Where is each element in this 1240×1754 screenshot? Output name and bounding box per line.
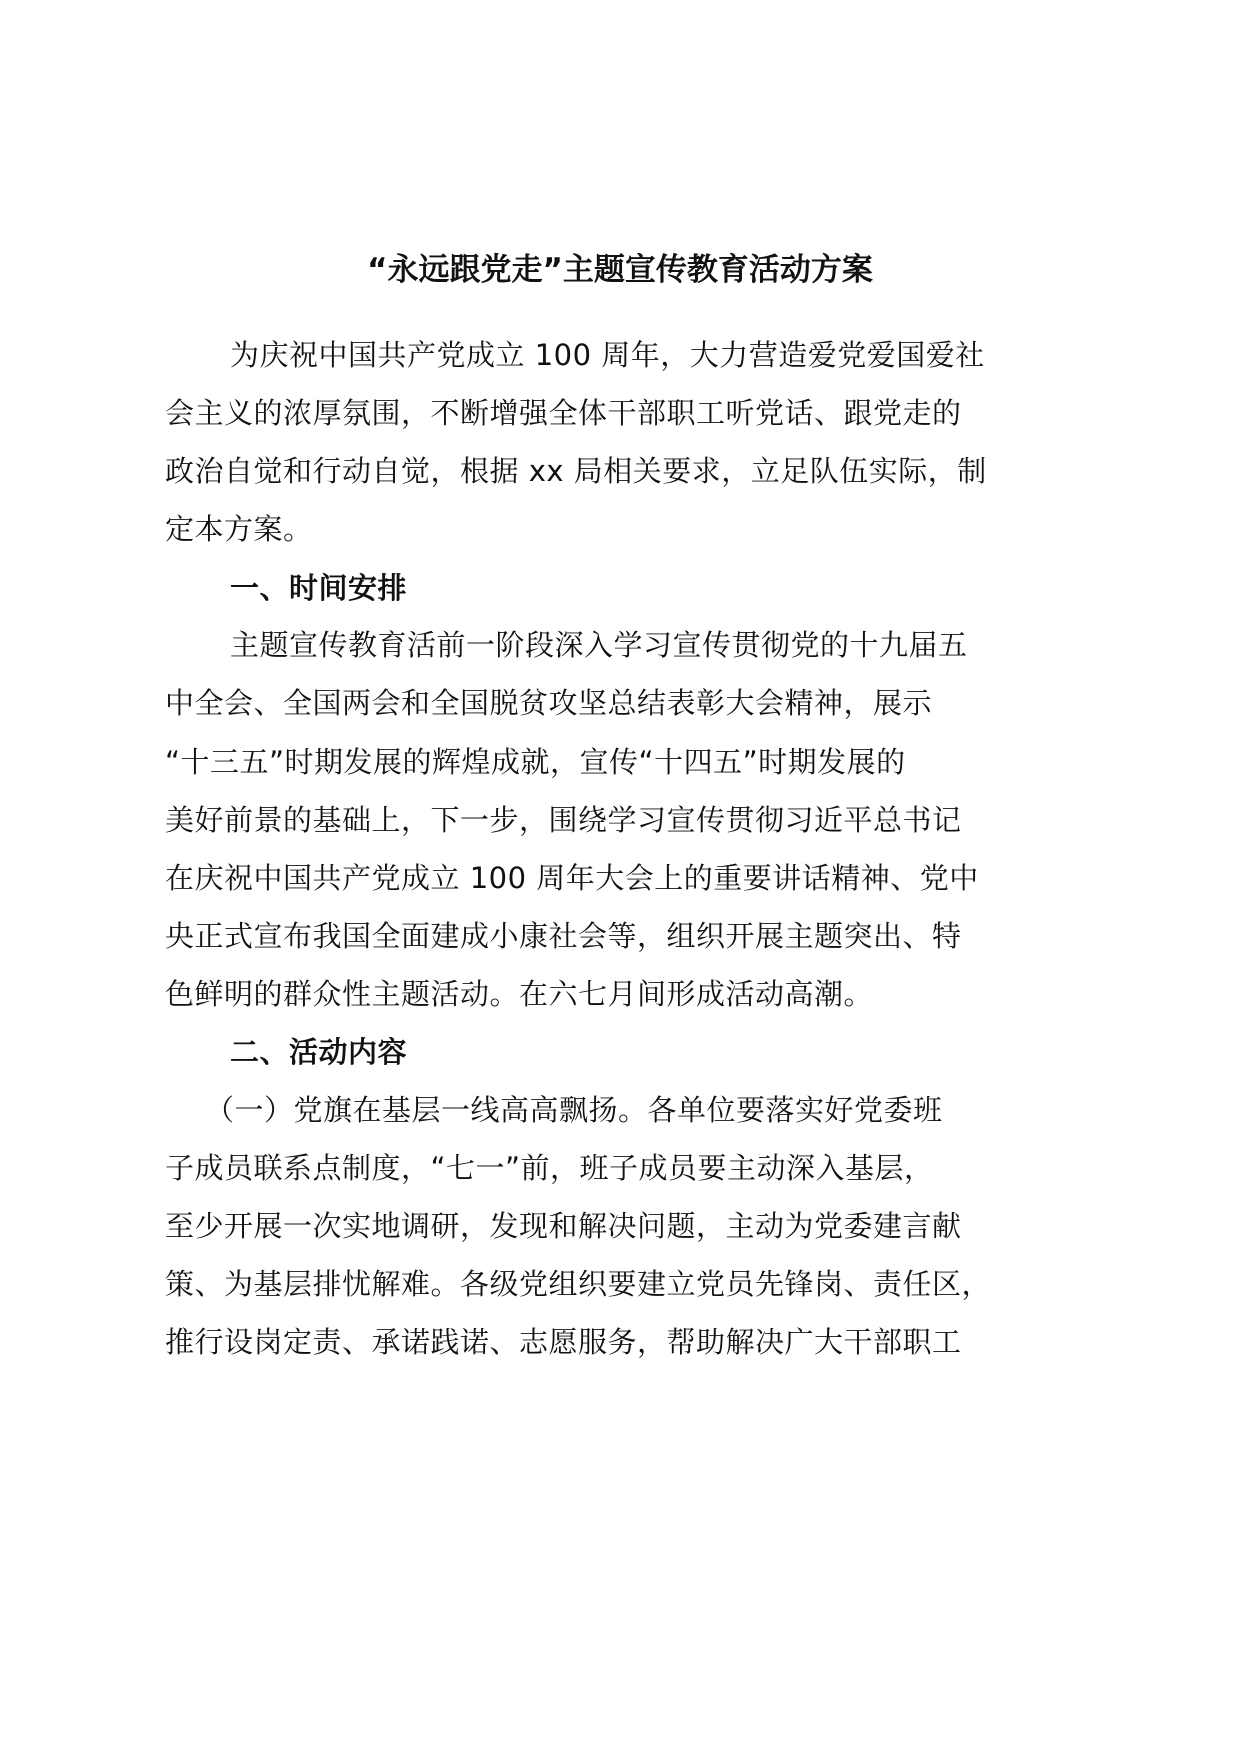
section-heading-schedule: 一、时间安排 <box>230 571 408 605</box>
section2-line-3: 至少开展一次实地调研，发现和解决问题，主动为党委建言献 <box>165 1209 962 1243</box>
section-heading-content: 二、活动内容 <box>230 1035 408 1069</box>
intro-line-1: 为庆祝中国共产党成立 100 周年，大力营造爱党爱国爱社 <box>230 338 985 372</box>
intro-line-2: 会主义的浓厚氛围，不断增强全体干部职工听党话、跟党走的 <box>165 396 962 430</box>
section1-line-6: 央正式宣布我国全面建成小康社会等，组织开展主题突出、特 <box>165 919 962 953</box>
document-title: “永远跟党走”主题宣传教育活动方案 <box>367 252 873 288</box>
section1-line-5: 在庆祝中国共产党成立 100 周年大会上的重要讲话精神、党中 <box>165 861 979 895</box>
section1-line-4: 美好前景的基础上，下一步，围绕学习宣传贯彻习近平总书记 <box>165 803 962 837</box>
section1-line-3: “十三五”时期发展的辉煌成就，宣传“十四五”时期发展的 <box>165 745 906 779</box>
section2-line-4: 策、为基层排忧解难。各级党组织要建立党员先锋岗、责任区， <box>165 1267 992 1301</box>
intro-line-4: 定本方案。 <box>165 512 313 546</box>
section1-line-1: 主题宣传教育活前一阶段深入学习宣传贯彻党的十九届五 <box>230 628 968 662</box>
section2-line-2: 子成员联系点制度，“七一”前，班子成员要主动深入基层， <box>165 1151 934 1185</box>
section2-line-1: （一）党旗在基层一线高高飘扬。各单位要落实好党委班 <box>205 1093 943 1127</box>
section2-line-5: 推行设岗定责、承诺践诺、志愿服务，帮助解决广大干部职工 <box>165 1325 962 1359</box>
section1-line-2: 中全会、全国两会和全国脱贫攻坚总结表彰大会精神，展示 <box>165 686 933 720</box>
intro-line-3: 政治自觉和行动自觉，根据 xx 局相关要求，立足队伍实际，制 <box>165 454 987 488</box>
section1-line-7: 色鲜明的群众性主题活动。在六七月间形成活动高潮。 <box>165 977 874 1011</box>
